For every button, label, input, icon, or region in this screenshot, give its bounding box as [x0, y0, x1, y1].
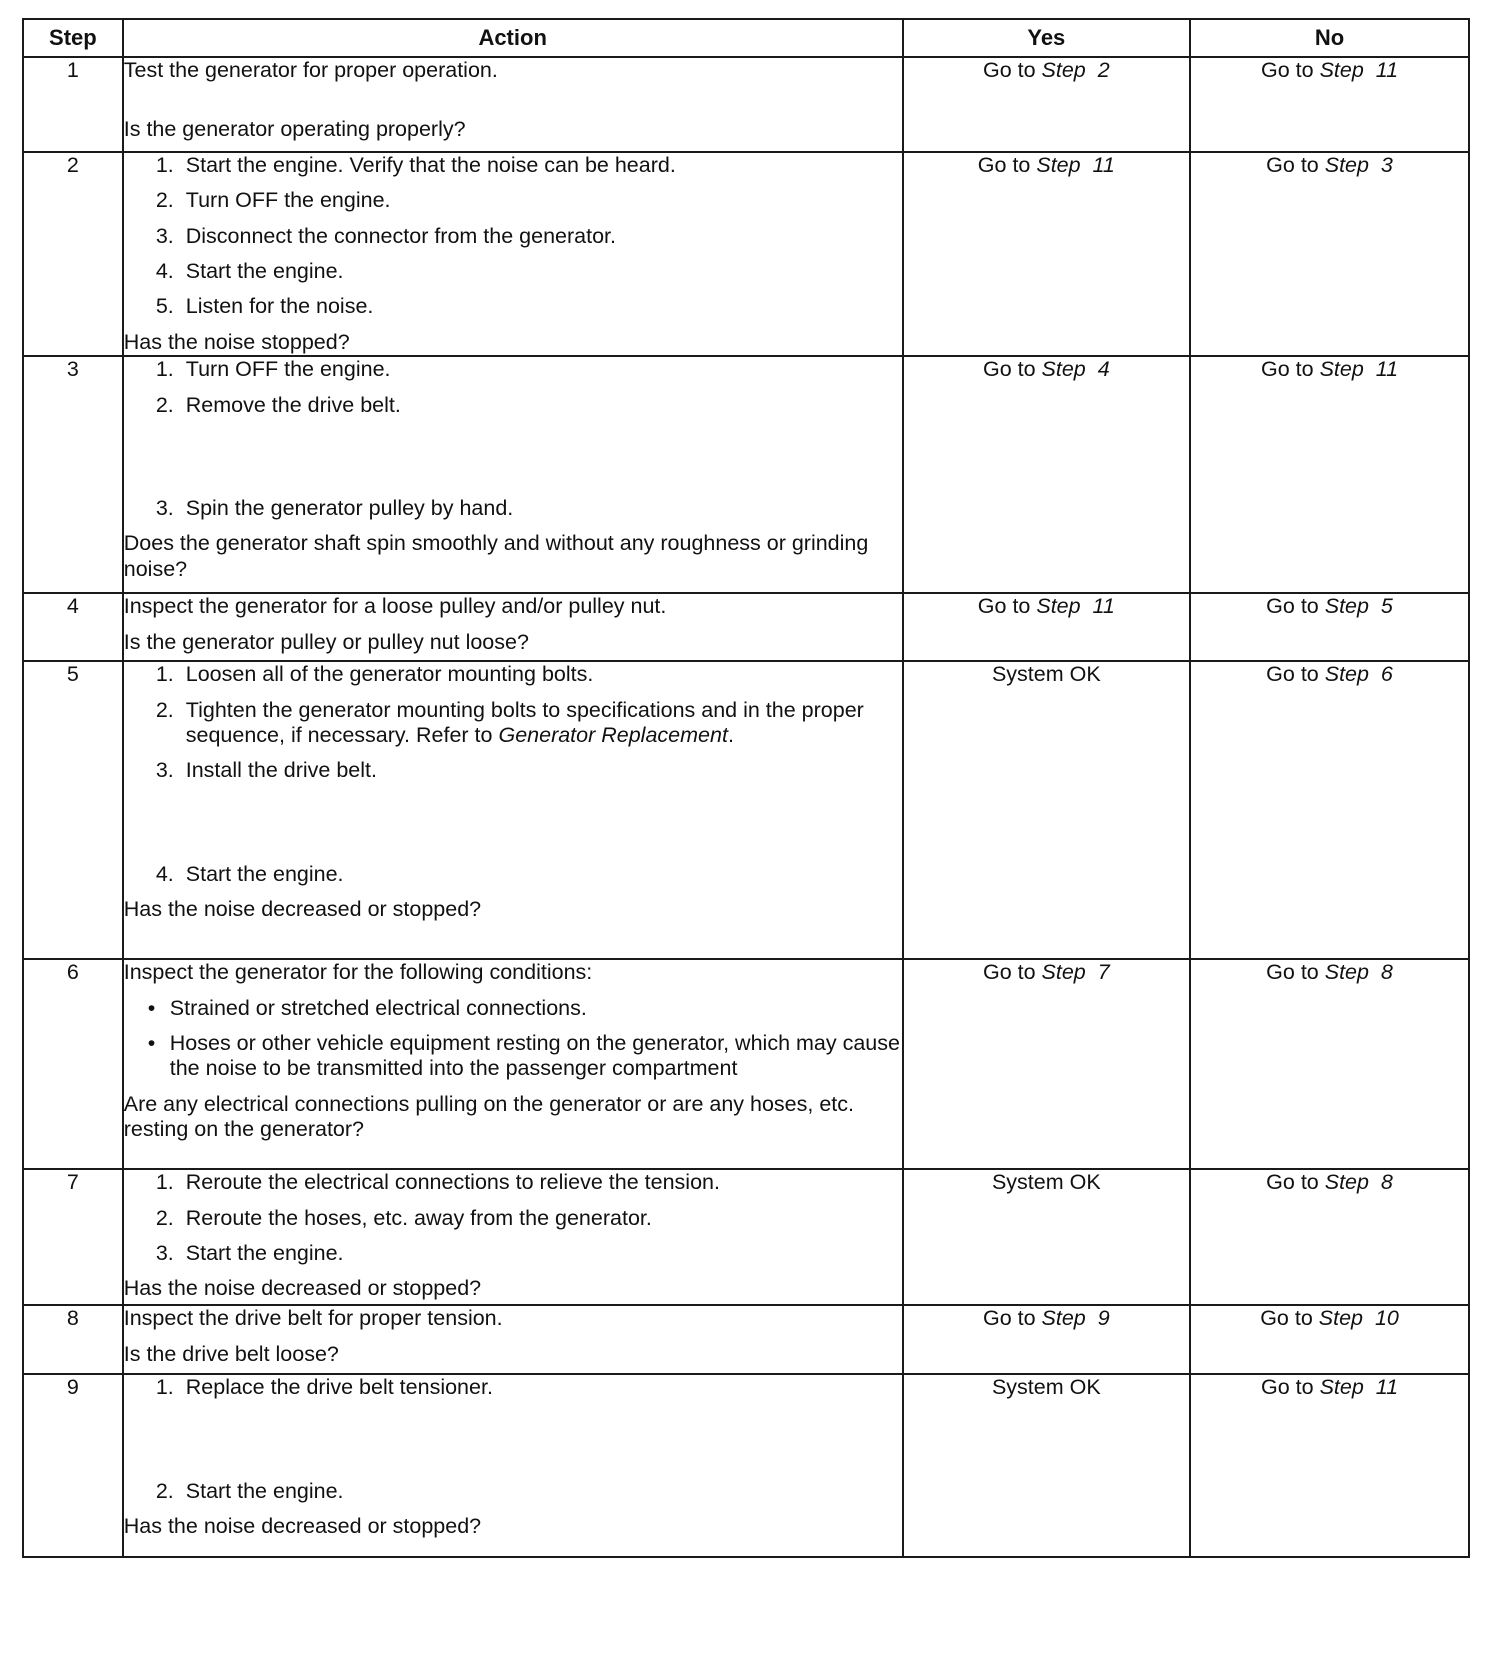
table-row-step-3 — [23, 356, 1469, 593]
no-target: Step 11 — [1319, 357, 1399, 382]
no-cell — [1190, 1169, 1469, 1305]
no-cell — [1190, 356, 1469, 593]
action-lead: Test the generator for proper operation. — [123, 58, 498, 82]
list-item: 3. Install the drive belt. — [180, 758, 902, 783]
table-row-step-1 — [23, 57, 1469, 152]
step-number: 3 — [23, 356, 123, 593]
no-prefix: Go to — [1260, 1306, 1319, 1331]
step-number: 1 — [23, 57, 123, 152]
list-item: 1. Turn OFF the engine. — [180, 357, 902, 382]
yes-cell — [903, 593, 1190, 661]
yes-prefix: Go to — [982, 357, 1042, 382]
no-target: Step 5 — [1324, 594, 1393, 619]
no-cell — [1190, 1374, 1469, 1557]
list-item: 4. Start the engine. — [180, 259, 902, 284]
action-question: Has the noise decreased or stopped? — [123, 896, 482, 921]
step-number: 5 — [23, 661, 123, 959]
yes-target: Step 9 — [1041, 1306, 1110, 1331]
table-row-step-4 — [23, 593, 1469, 661]
yes-cell — [903, 959, 1190, 1169]
yes-target: Step 11 — [1036, 153, 1115, 177]
step-number: 7 — [23, 1169, 123, 1305]
action-question: Has the noise stopped? — [123, 329, 350, 354]
action-steps-list — [124, 1375, 902, 1504]
yes-cell — [903, 356, 1190, 593]
action-lead: Inspect the generator for the following conditions: — [123, 960, 593, 985]
list-item: 3. Start the engine. — [180, 1241, 902, 1266]
list-item: • Strained or stretched electrical connections. — [148, 996, 902, 1021]
action-steps-list — [124, 662, 902, 887]
header-action: Action — [123, 19, 903, 57]
no-target: Step 8 — [1324, 1170, 1393, 1195]
no-prefix: Go to — [1261, 58, 1320, 82]
list-item: 4. Start the engine. — [180, 862, 902, 887]
yes-prefix: Go to — [977, 594, 1037, 619]
action-question: Is the generator pulley or pulley nut loose? — [123, 629, 529, 654]
action-question: Does the generator shaft spin smoothly and without any roughness or grinding noise? — [123, 531, 869, 581]
no-target: Step 11 — [1319, 1375, 1399, 1400]
yes-result: System OK — [991, 662, 1101, 687]
no-prefix: Go to — [1266, 1170, 1325, 1195]
yes-target: Step 2 — [1041, 58, 1110, 82]
yes-prefix: Go to — [982, 960, 1042, 985]
yes-target: Step 4 — [1041, 357, 1110, 382]
no-cell — [1190, 152, 1469, 356]
diagnostic-table — [22, 18, 1470, 1558]
no-prefix: Go to — [1266, 594, 1325, 619]
no-prefix: Go to — [1266, 662, 1325, 687]
yes-cell — [903, 1374, 1190, 1557]
no-target: Step 3 — [1324, 153, 1393, 177]
action-question: Has the noise decreased or stopped? — [123, 1513, 482, 1538]
list-item: 5. Listen for the noise. — [180, 294, 902, 319]
no-cell — [1190, 1305, 1469, 1374]
action-steps-list — [124, 1170, 902, 1266]
action-cell — [123, 1169, 903, 1305]
list-item: • Hoses or other vehicle equipment resting on the generator, which may cause the noise to be transmitted into the passenger compartment — [148, 1031, 902, 1082]
yes-prefix: Go to — [977, 153, 1037, 177]
action-cell — [123, 1305, 903, 1374]
action-cell — [123, 593, 903, 661]
no-target: Step 10 — [1318, 1306, 1399, 1331]
list-item: 2. Turn OFF the engine. — [180, 188, 902, 213]
action-lead: Inspect the drive belt for proper tension. — [123, 1306, 503, 1331]
step-number: 9 — [23, 1374, 123, 1557]
no-prefix: Go to — [1261, 1375, 1320, 1400]
action-cell — [123, 1374, 903, 1557]
no-prefix: Go to — [1266, 960, 1325, 985]
action-cell — [123, 661, 903, 959]
yes-result: System OK — [991, 1170, 1101, 1195]
conditions-list — [124, 996, 902, 1082]
list-item-text: Tighten the generator mounting bolts to specifications and in the proper sequence, if necessary. Refer to — [185, 697, 864, 747]
yes-cell — [903, 152, 1190, 356]
header-yes: Yes — [903, 19, 1190, 57]
no-cell — [1190, 661, 1469, 959]
action-question: Are any electrical connections pulling on the generator or are any hoses, etc. resting on the generator? — [123, 1091, 854, 1141]
table-row-step-6 — [23, 959, 1469, 1169]
yes-prefix: Go to — [982, 58, 1042, 82]
action-cell — [123, 57, 903, 152]
table-row-step-9 — [23, 1374, 1469, 1557]
yes-result: System OK — [991, 1375, 1101, 1400]
yes-prefix: Go to — [982, 1306, 1042, 1331]
list-item: 1. Loosen all of the generator mounting bolts. — [180, 662, 902, 687]
yes-cell — [903, 661, 1190, 959]
list-item: 2. Tighten the generator mounting bolts to specifications and in the proper sequence, if necessary. Refer to Generator Replacement. — [180, 698, 902, 749]
yes-target: Step 11 — [1036, 594, 1115, 619]
no-target: Step 8 — [1324, 960, 1393, 985]
action-question: Is the drive belt loose? — [123, 1341, 339, 1366]
list-item: 2. Start the engine. — [180, 1479, 902, 1504]
no-target: Step 11 — [1319, 58, 1399, 82]
step-number: 6 — [23, 959, 123, 1169]
list-item: 3. Spin the generator pulley by hand. — [180, 496, 902, 521]
action-lead: Inspect the generator for a loose pulley and/or pulley nut. — [123, 594, 667, 619]
yes-cell — [903, 1305, 1190, 1374]
table-row-step-8 — [23, 1305, 1469, 1374]
yes-target: Step 7 — [1041, 960, 1110, 985]
header-no: No — [1190, 19, 1469, 57]
reference-link[interactable]: Generator Replacement — [498, 722, 728, 747]
list-item: 1. Start the engine. Verify that the noise can be heard. — [180, 153, 902, 178]
action-question: Is the generator operating properly? — [123, 117, 466, 142]
no-prefix: Go to — [1261, 357, 1320, 382]
header-row — [23, 19, 1469, 57]
list-item: 1. Reroute the electrical connections to relieve the tension. — [180, 1170, 902, 1195]
action-cell — [123, 959, 903, 1169]
table-row-step-7 — [23, 1169, 1469, 1305]
no-target: Step 6 — [1324, 662, 1393, 687]
list-item: 1. Replace the drive belt tensioner. — [180, 1375, 902, 1400]
action-cell — [123, 356, 903, 593]
action-steps-list — [124, 357, 902, 521]
yes-cell — [903, 57, 1190, 152]
step-number: 2 — [23, 152, 123, 356]
step-number: 4 — [23, 593, 123, 661]
no-cell — [1190, 57, 1469, 152]
table-row-step-5 — [23, 661, 1469, 959]
no-cell — [1190, 959, 1469, 1169]
list-item: 3. Disconnect the connector from the generator. — [180, 224, 902, 249]
list-item: 2. Reroute the hoses, etc. away from the generator. — [180, 1206, 902, 1231]
no-cell — [1190, 593, 1469, 661]
action-question: Has the noise decreased or stopped? — [123, 1276, 482, 1301]
yes-cell — [903, 1169, 1190, 1305]
table-row-step-2 — [23, 152, 1469, 356]
action-steps-list — [124, 153, 902, 320]
list-item: 2. Remove the drive belt. — [180, 393, 902, 418]
step-number: 8 — [23, 1305, 123, 1374]
action-cell — [123, 152, 903, 356]
no-prefix: Go to — [1266, 153, 1325, 177]
header-step: Step — [23, 19, 123, 57]
